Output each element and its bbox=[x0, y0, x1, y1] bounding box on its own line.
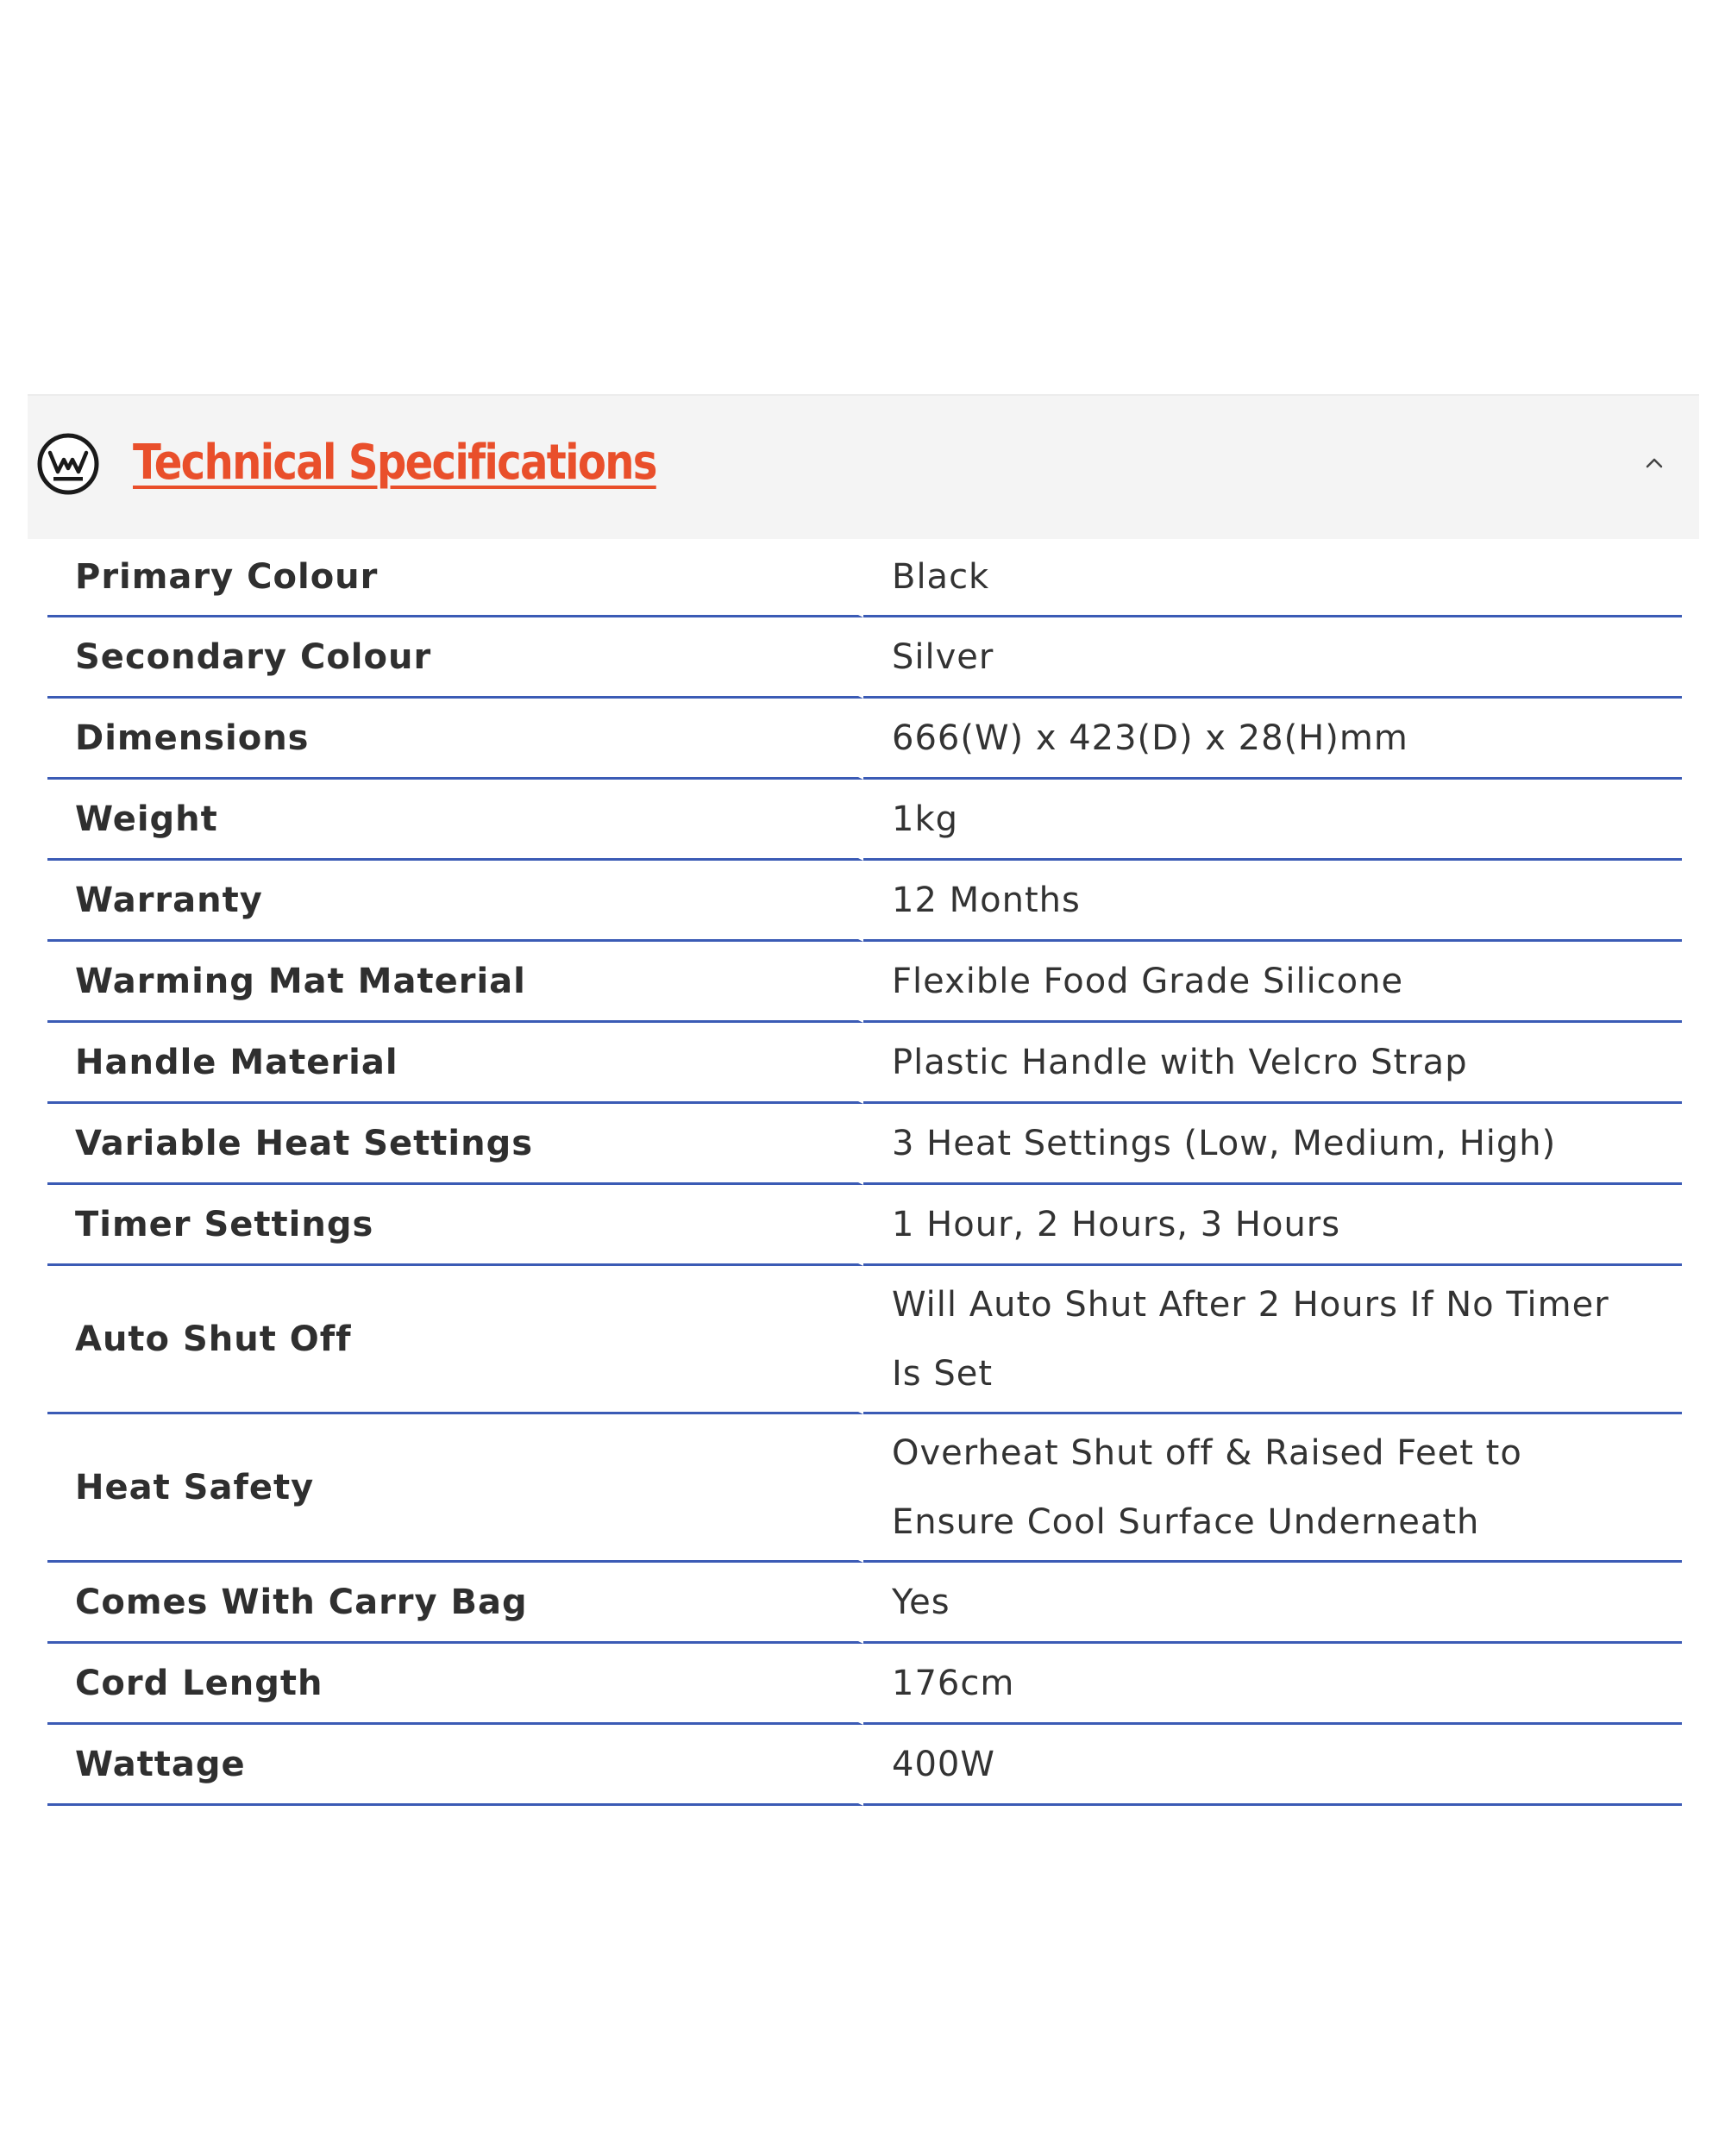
spec-row-weight bbox=[47, 780, 1682, 861]
spec-row-timer-settings bbox=[47, 1185, 1682, 1266]
spec-value: Silver bbox=[863, 617, 1682, 699]
spec-value: Yes bbox=[863, 1563, 1682, 1644]
spec-value: 3 Heat Settings (Low, Medium, High) bbox=[863, 1104, 1682, 1185]
spec-label: Dimensions bbox=[47, 699, 863, 780]
spec-row-heat-safety bbox=[47, 1414, 1682, 1563]
spec-row-wattage bbox=[47, 1725, 1682, 1806]
spec-label: Heat Safety bbox=[47, 1414, 863, 1563]
spec-label: Variable Heat Settings bbox=[47, 1104, 863, 1185]
spec-value: Black bbox=[863, 539, 1682, 617]
spec-row-auto-shut-off bbox=[47, 1266, 1682, 1414]
accordion-header[interactable] bbox=[28, 394, 1699, 539]
section-title[interactable]: Technical Specifications bbox=[133, 435, 656, 491]
spec-row-handle-material bbox=[47, 1023, 1682, 1104]
spec-row-dimensions bbox=[47, 699, 1682, 780]
spec-row-carry-bag bbox=[47, 1563, 1682, 1644]
spec-label: Secondary Colour bbox=[47, 617, 863, 699]
spec-value: Plastic Handle with Velcro Strap bbox=[863, 1023, 1682, 1104]
spec-label: Comes With Carry Bag bbox=[47, 1563, 863, 1644]
specifications-table bbox=[47, 539, 1682, 1806]
spec-value: 176cm bbox=[863, 1644, 1682, 1725]
spec-value: Will Auto Shut After 2 Hours If No Timer Is Set bbox=[863, 1266, 1682, 1414]
spec-label: Auto Shut Off bbox=[47, 1266, 863, 1414]
spec-value: 1kg bbox=[863, 780, 1682, 861]
spec-label: Handle Material bbox=[47, 1023, 863, 1104]
spec-row-warming-mat-material bbox=[47, 942, 1682, 1023]
spec-row-primary-colour bbox=[47, 539, 1682, 617]
westinghouse-logo-icon bbox=[36, 432, 100, 496]
spec-value: 12 Months bbox=[863, 861, 1682, 942]
spec-label: Warranty bbox=[47, 861, 863, 942]
spec-row-cord-length bbox=[47, 1644, 1682, 1725]
spec-value: Flexible Food Grade Silicone bbox=[863, 942, 1682, 1023]
chevron-up-icon[interactable] bbox=[1642, 451, 1666, 475]
spec-label: Cord Length bbox=[47, 1644, 863, 1725]
spec-value: 666(W) x 423(D) x 28(H)mm bbox=[863, 699, 1682, 780]
spec-row-warranty bbox=[47, 861, 1682, 942]
spec-value: 1 Hour, 2 Hours, 3 Hours bbox=[863, 1185, 1682, 1266]
spec-value: 400W bbox=[863, 1725, 1682, 1806]
spec-label: Weight bbox=[47, 780, 863, 861]
spec-value: Overheat Shut off & Raised Feet to Ensure Cool Surface Underneath bbox=[863, 1414, 1682, 1563]
spec-label: Warming Mat Material bbox=[47, 942, 863, 1023]
spec-label: Wattage bbox=[47, 1725, 863, 1806]
spec-label: Primary Colour bbox=[47, 539, 863, 617]
spec-row-variable-heat-settings bbox=[47, 1104, 1682, 1185]
spec-label: Timer Settings bbox=[47, 1185, 863, 1266]
spec-row-secondary-colour bbox=[47, 617, 1682, 699]
